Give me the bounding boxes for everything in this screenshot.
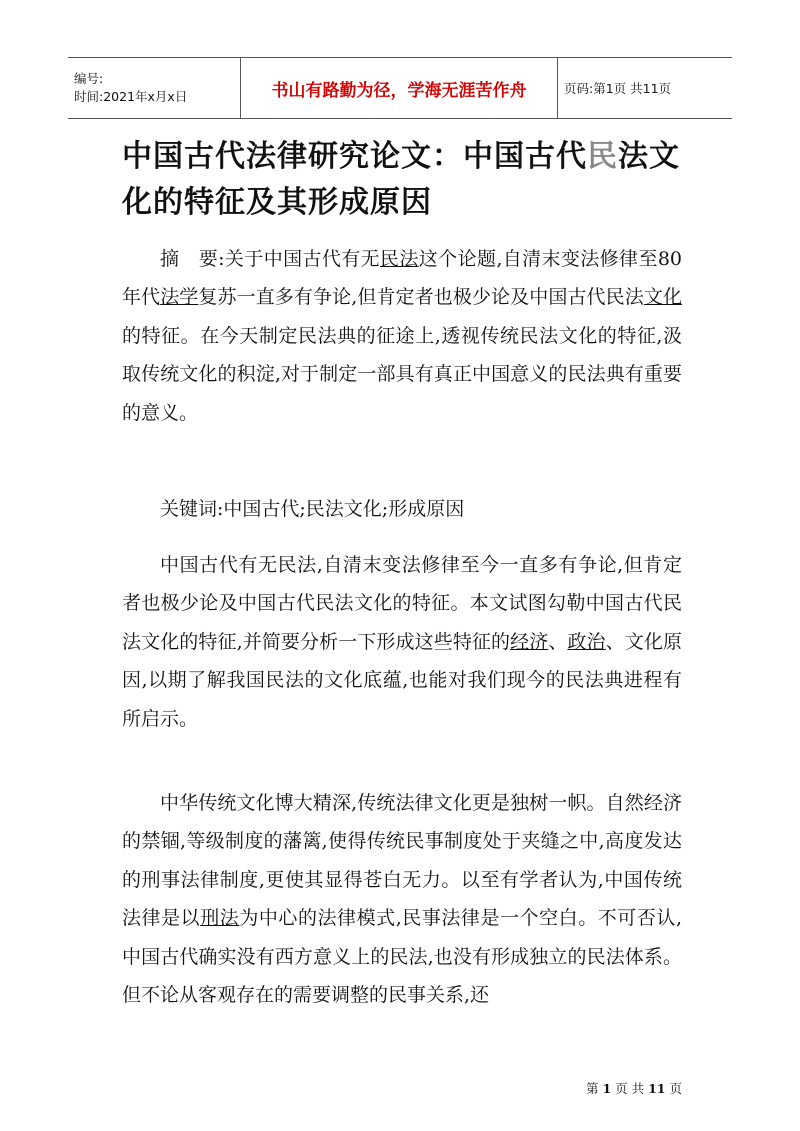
document-header <box>68 57 732 119</box>
document-number-label: 编号: <box>74 71 104 86</box>
paragraph2-text-2: 为中心的法律模式,民事法律是一个空白。不可否认,中国古代确实没有西方意义上的民法,也没有形成独立的民法体系。但不论从客观存在的需要调整的民事关系,还 <box>122 907 682 1007</box>
keywords-line: 关键词:中国古代;民法文化;形成原因 <box>160 498 465 520</box>
header-page-info <box>558 58 732 118</box>
header-meta <box>68 58 240 118</box>
page-info-text: 页码:第1页 共11页 <box>564 81 672 96</box>
paragraph2-text-1: 中华传统文化博大精深,传统法律文化更是独树一帜。自然经济的禁锢,等级制度的藩篱,使得传统民事制度处于夹缝之中,高度发达的刑事法律制度,更使其显得苍白无力。以至有学者认为,中国传统法律是以 <box>122 792 682 930</box>
footer-page-number: 1 <box>602 1081 612 1096</box>
link-civil-law[interactable]: 民法 <box>380 248 419 270</box>
abstract-text-1: 摘 要:关于中国古代有无 <box>160 248 381 270</box>
abstract-text-4: 的特征。在今天制定民法典的征途上,透视传统民法文化的特征,汲取传统文化的积淀,对于制定一部具有真正中国意义的民法典有重要的意义。 <box>122 324 682 424</box>
page-footer <box>586 1079 682 1097</box>
header-motto <box>240 58 558 118</box>
title-text-2: 法文化的特征及其形成原因 <box>122 139 680 220</box>
paragraph1-separator: 、 <box>548 630 568 653</box>
footer-pre: 第 <box>586 1081 603 1096</box>
title-text-gray: 民 <box>587 139 618 174</box>
body-paragraph-1 <box>122 546 682 738</box>
paragraph1-text-2: 、文化原因,以期了解我国民法的文化底蕴,也能对我们现今的民法典进程有所启示。 <box>122 630 682 730</box>
link-criminal-law[interactable]: 刑法 <box>200 907 240 930</box>
paragraph1-text-1: 中国古代有无民法,自清末变法修律至今一直多有争论,但肯定者也极少论及中国古代民法文化的特征。本文试图勾勒中国古代民法文化的特征,并简要分析一下形成这些特征的 <box>122 554 682 653</box>
document-title <box>122 134 702 226</box>
abstract-paragraph <box>122 240 682 432</box>
link-jurisprudence[interactable]: 法学 <box>160 286 199 309</box>
footer-total-pages: 11 <box>648 1081 666 1096</box>
link-culture[interactable]: 文化 <box>643 286 682 309</box>
link-politics[interactable]: 政治 <box>567 630 606 653</box>
abstract-text-3: 复苏一直多有争论,但肯定者也极少论及中国古代民法 <box>198 286 644 309</box>
footer-mid: 页 共 <box>611 1081 649 1096</box>
motto-text: 书山有路勤为径，学海无涯苦作舟 <box>271 80 527 101</box>
title-text-1: 中国古代法律研究论文：中国古代 <box>122 139 587 174</box>
document-time-label: 时间:2021年x月x日 <box>74 89 188 104</box>
footer-post: 页 <box>665 1081 682 1096</box>
abstract-text-2: 这个论题,自清末变法修律至80年代 <box>122 248 683 309</box>
link-economy[interactable]: 经济 <box>510 630 549 653</box>
body-paragraph-2 <box>122 784 682 1014</box>
